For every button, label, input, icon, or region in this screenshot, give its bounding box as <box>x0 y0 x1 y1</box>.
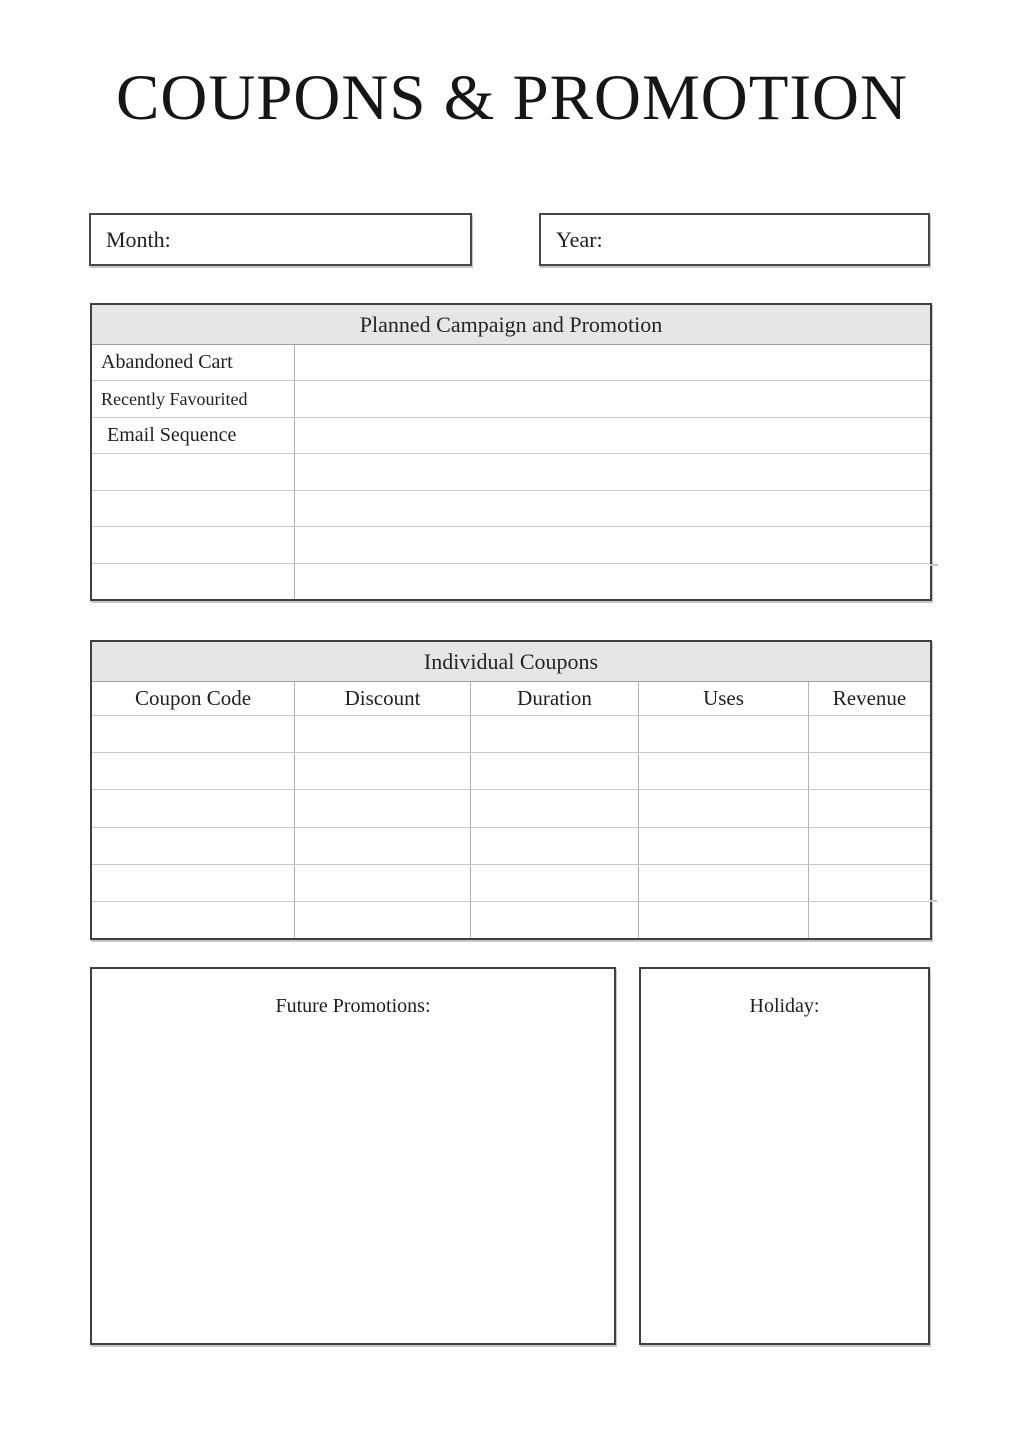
column-header-revenue: Revenue <box>832 686 907 710</box>
duration-cell[interactable] <box>471 865 639 901</box>
coupon-code-cell[interactable] <box>92 865 295 901</box>
duration-cell[interactable] <box>471 828 639 864</box>
planned-row-email-sequence <box>92 418 930 454</box>
planned-row-label: Abandoned Cart <box>92 345 295 380</box>
planned-row-input-cell[interactable] <box>295 381 930 416</box>
planned-row-empty <box>92 454 930 490</box>
discount-cell[interactable] <box>295 753 471 789</box>
planned-row-empty <box>92 491 930 527</box>
uses-cell[interactable] <box>639 716 809 752</box>
holiday-box[interactable] <box>639 967 930 1345</box>
planned-row-input-cell[interactable] <box>295 527 930 562</box>
duration-cell[interactable] <box>471 753 639 789</box>
planned-row-input-cell[interactable] <box>295 345 930 380</box>
uses-cell[interactable] <box>639 865 809 901</box>
planned-row-label-cell[interactable] <box>92 564 295 599</box>
month-input-area[interactable] <box>171 215 470 264</box>
discount-cell[interactable] <box>295 790 471 826</box>
revenue-cell[interactable] <box>809 716 930 752</box>
column-header-discount: Discount <box>295 682 471 715</box>
planned-row-input-cell[interactable] <box>295 564 930 599</box>
planned-row-abandoned-cart <box>92 345 930 381</box>
discount-cell[interactable] <box>295 865 471 901</box>
discount-cell[interactable] <box>295 828 471 864</box>
coupon-row <box>92 790 930 827</box>
individual-coupons-table <box>90 640 932 940</box>
coupons-column-header-row <box>92 682 930 716</box>
coupon-code-cell[interactable] <box>92 902 295 938</box>
month-label: Month: <box>106 226 171 252</box>
gridline-overflow-mark <box>930 900 937 902</box>
planned-row-input-cell[interactable] <box>295 418 930 453</box>
planned-campaign-table <box>90 303 932 601</box>
column-header-duration: Duration <box>471 682 639 715</box>
coupon-code-cell[interactable] <box>92 716 295 752</box>
duration-cell[interactable] <box>471 790 639 826</box>
uses-cell[interactable] <box>639 902 809 938</box>
uses-cell[interactable] <box>639 753 809 789</box>
coupon-row <box>92 716 930 753</box>
planned-row-label: Recently Favourited <box>92 381 295 416</box>
gridline-overflow-mark <box>930 564 938 566</box>
revenue-cell[interactable] <box>809 828 930 864</box>
year-label: Year: <box>556 226 603 252</box>
planned-row-label-cell[interactable] <box>92 491 295 526</box>
year-input-area[interactable] <box>603 215 928 264</box>
future-promotions-label: Future Promotions: <box>275 995 431 1017</box>
revenue-cell[interactable] <box>809 790 930 826</box>
duration-cell[interactable] <box>471 902 639 938</box>
planned-row-input-cell[interactable] <box>295 491 930 526</box>
coupon-row <box>92 753 930 790</box>
year-field-box <box>539 213 930 266</box>
planned-row-recently-favourited <box>92 381 930 417</box>
future-promotions-box[interactable] <box>90 967 616 1345</box>
page-title: COUPONS & PROMOTION <box>116 62 908 134</box>
planned-row-label: Email Sequence <box>92 418 295 453</box>
planned-row-label-cell[interactable] <box>92 454 295 489</box>
discount-cell[interactable] <box>295 716 471 752</box>
planned-row-empty <box>92 527 930 563</box>
planned-row-empty <box>92 564 930 599</box>
duration-cell[interactable] <box>471 716 639 752</box>
coupon-row <box>92 902 930 938</box>
column-header-uses: Uses <box>639 682 809 715</box>
individual-coupons-table-title: Individual Coupons <box>92 642 930 682</box>
uses-cell[interactable] <box>639 828 809 864</box>
uses-cell[interactable] <box>639 790 809 826</box>
coupon-code-cell[interactable] <box>92 753 295 789</box>
discount-cell[interactable] <box>295 902 471 938</box>
coupon-row <box>92 865 930 902</box>
month-field-box <box>89 213 472 266</box>
planned-campaign-table-title: Planned Campaign and Promotion <box>92 305 930 345</box>
revenue-cell[interactable] <box>809 865 930 901</box>
planned-row-label-cell[interactable] <box>92 527 295 562</box>
planned-row-input-cell[interactable] <box>295 454 930 489</box>
column-header-coupon-code: Coupon Code <box>92 682 295 715</box>
coupon-row <box>92 828 930 865</box>
coupon-code-cell[interactable] <box>92 828 295 864</box>
revenue-cell[interactable] <box>809 753 930 789</box>
coupon-code-cell[interactable] <box>92 790 295 826</box>
holiday-label: Holiday: <box>749 995 820 1017</box>
revenue-cell[interactable] <box>809 902 930 938</box>
